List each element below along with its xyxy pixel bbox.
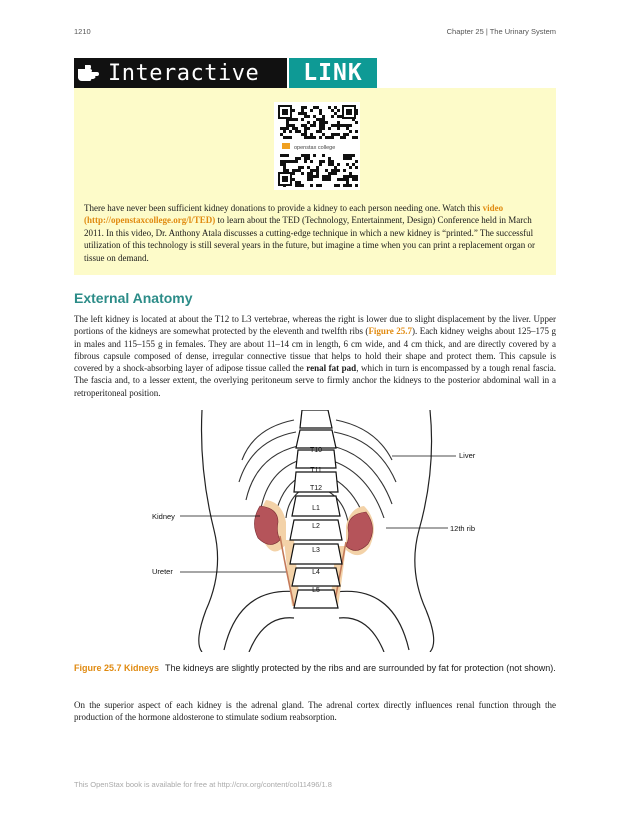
interactive-link-text: There have never been sufficient kidney donations to provide a kidney to each person needing one. Watch this video (http://openstaxcollege.org/l/TED) to learn about the TED (Technology, Entertainment, Design) Conference held in March 2011. In this video, Dr. Anthony Atala discusses a cutting-edge technique in which a new kidney is “printed.” The successful utilization of this technology is still several years in the future, but imagine a time when you can print a replacement organ or tissue on demand. bbox=[84, 203, 535, 263]
interactive-link-box bbox=[74, 88, 556, 275]
paragraph-adrenal: On the superior aspect of each kidney is the adrenal gland. The adrenal cortex directly influences renal function through the production of the hormone aldosterone to stimulate sodium reabsorption. bbox=[74, 700, 556, 723]
interactive-link-banner bbox=[74, 58, 377, 88]
vertebra-label-l3: L3 bbox=[312, 547, 320, 554]
term-renal-fat-pad: renal fat pad bbox=[306, 363, 357, 374]
label-12th-rib: 12th rib bbox=[450, 524, 476, 533]
vertebra-label-l1: L1 bbox=[312, 505, 320, 512]
label-kidney: Kidney bbox=[152, 512, 175, 521]
vertebra-label-l4: L4 bbox=[312, 569, 320, 576]
figure-caption-label: Figure 25.7 Kidneys bbox=[74, 663, 160, 673]
figure-reference-link[interactable]: Figure 25.7 bbox=[368, 326, 412, 337]
video-link[interactable]: video (http://openstaxcollege.org/l/TED) bbox=[84, 203, 504, 226]
vertebra-label-t10: T10 bbox=[309, 447, 323, 454]
kidney-figure bbox=[74, 410, 556, 652]
banner-word: Interactive bbox=[108, 60, 260, 86]
vertebra-label-t11: T11 bbox=[310, 467, 322, 474]
vertebra-label-l5: L5 bbox=[312, 587, 320, 594]
footer-text: This OpenStax book is available for free at http://cnx.org/content/col11496/1.8 bbox=[74, 780, 332, 789]
label-liver: Liver bbox=[459, 451, 476, 460]
figure-caption-text: The kidneys are slightly protected by the ribs and are surrounded by fat for protection (not shown). bbox=[165, 663, 556, 673]
pointing-hand-icon bbox=[74, 58, 104, 88]
figure-caption bbox=[74, 662, 556, 674]
banner-link: LINK bbox=[289, 58, 377, 88]
vertebra-label-l2: L2 bbox=[312, 523, 320, 530]
section-title: External Anatomy bbox=[74, 290, 193, 306]
paragraph-external-anatomy: The left kidney is located at about the T12 to L3 vertebrae, whereas the right is lower due to slight displacement by the liver. Upper portions of the kidneys are somewhat protected by the eleventh and twelfth ribs (Figure 25.7). Each kidney weighs about 125–175 g in males and 115–155 g in females. They are about 11–14 cm in length, 6 cm wide, and 4 cm thick, and are directly covered by a fibrous capsule composed of dense, irregular connective tissue that helps to hold their shape and protect them. This capsule is covered by a shock-absorbing layer of adipose tissue called the renal fat pad, which in turn is encompassed by a tough renal fascia. The fascia and, to a lesser extent, the overlying peritoneum serve to firmly anchor the kidneys to the posterior abdominal wall in a retroperitoneal position. bbox=[74, 314, 557, 398]
qr-brand-text: openstax college bbox=[294, 145, 336, 151]
qr-code[interactable] bbox=[274, 102, 360, 190]
page-number: 1210 bbox=[74, 27, 91, 36]
chapter-header: Chapter 25 | The Urinary System bbox=[446, 27, 556, 36]
vertebra-label-t12: T12 bbox=[309, 485, 323, 492]
label-ureter: Ureter bbox=[152, 567, 173, 576]
